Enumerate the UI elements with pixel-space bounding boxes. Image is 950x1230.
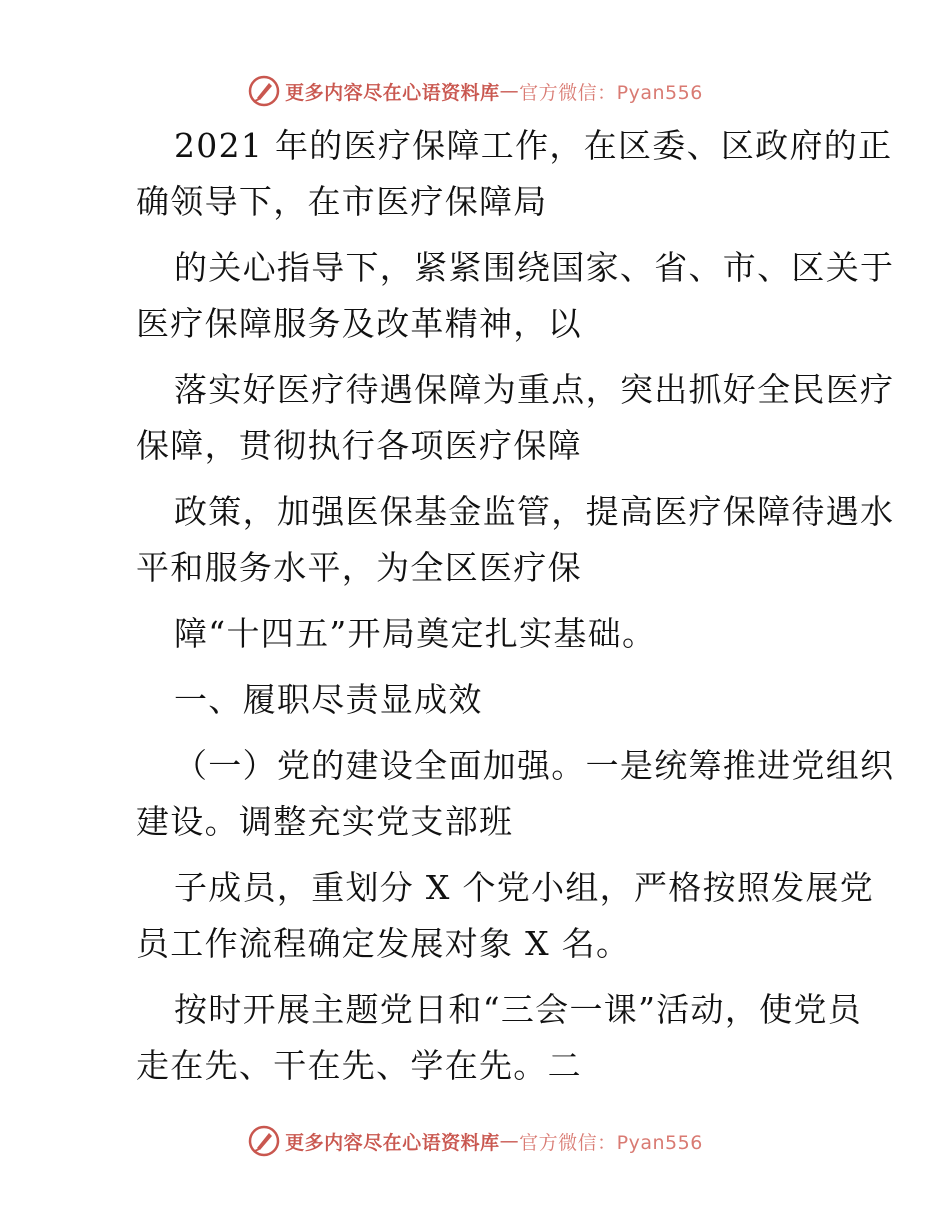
footer-watermark: [0, 1124, 950, 1158]
paragraph-line: 保障，贯彻执行各项医疗保障: [136, 426, 582, 465]
paragraph-4: [98, 484, 895, 596]
document-body: [98, 118, 895, 1104]
paragraph-line: 员工作流程确定发展对象 X 名。: [136, 924, 631, 963]
paragraph-1: [98, 118, 893, 230]
paragraph-line: 按时开展主题党日和“三会一课”活动，使党员: [174, 990, 863, 1029]
quill-seal-icon: [247, 1124, 281, 1158]
paragraph-line: 确领导下，在市医疗保障局: [136, 182, 548, 221]
paragraph-line: 平和服务水平，为全区医疗保: [136, 548, 582, 587]
paragraph-7: [98, 738, 895, 850]
paragraph-9: [98, 982, 878, 1094]
paragraph-line: 政策，加强医保基金监管，提高医疗保障待遇水: [174, 492, 895, 531]
paragraph-line: 子成员，重划分 X 个党小组，严格按照发展党: [174, 868, 875, 907]
watermark-main-text: 更多内容尽在心语资料库: [285, 81, 500, 104]
paragraph-line: 医疗保障服务及改革精神，以: [136, 304, 582, 343]
watermark-separator: —: [499, 1130, 520, 1152]
paragraph-line: 建设。调整充实党支部班: [136, 802, 514, 841]
paragraph-line: 的关心指导下，紧紧围绕国家、省、市、区关于: [174, 248, 895, 287]
paragraph-line: 走在先、干在先、学在先。二: [136, 1046, 582, 1085]
paragraph-line: （一）党的建设全面加强。一是统筹推进党组织: [174, 746, 895, 785]
paragraph-line: 落实好医疗待遇保障为重点，突出抓好全民医疗: [174, 370, 895, 409]
paragraph-8: [98, 860, 878, 972]
paragraph-3: [98, 362, 895, 474]
header-watermark: [0, 74, 950, 108]
paragraph-5: [98, 606, 878, 662]
watermark-separator: —: [499, 80, 520, 102]
section-heading: [98, 672, 878, 728]
watermark-main-text: 更多内容尽在心语资料库: [285, 1131, 500, 1154]
watermark-wechat-text: 官方微信：Pyan556: [519, 1131, 703, 1154]
paragraph-2: [98, 240, 895, 352]
watermark-wechat-text: 官方微信：Pyan556: [519, 81, 703, 104]
paragraph-line: 2021 年的医疗保障工作，在区委、区政府的正: [174, 126, 893, 165]
section-heading-text: 一、履职尽责显成效: [174, 680, 483, 719]
paragraph-line: 障“十四五”开局奠定扎实基础。: [174, 614, 657, 653]
quill-seal-icon: [247, 74, 281, 108]
